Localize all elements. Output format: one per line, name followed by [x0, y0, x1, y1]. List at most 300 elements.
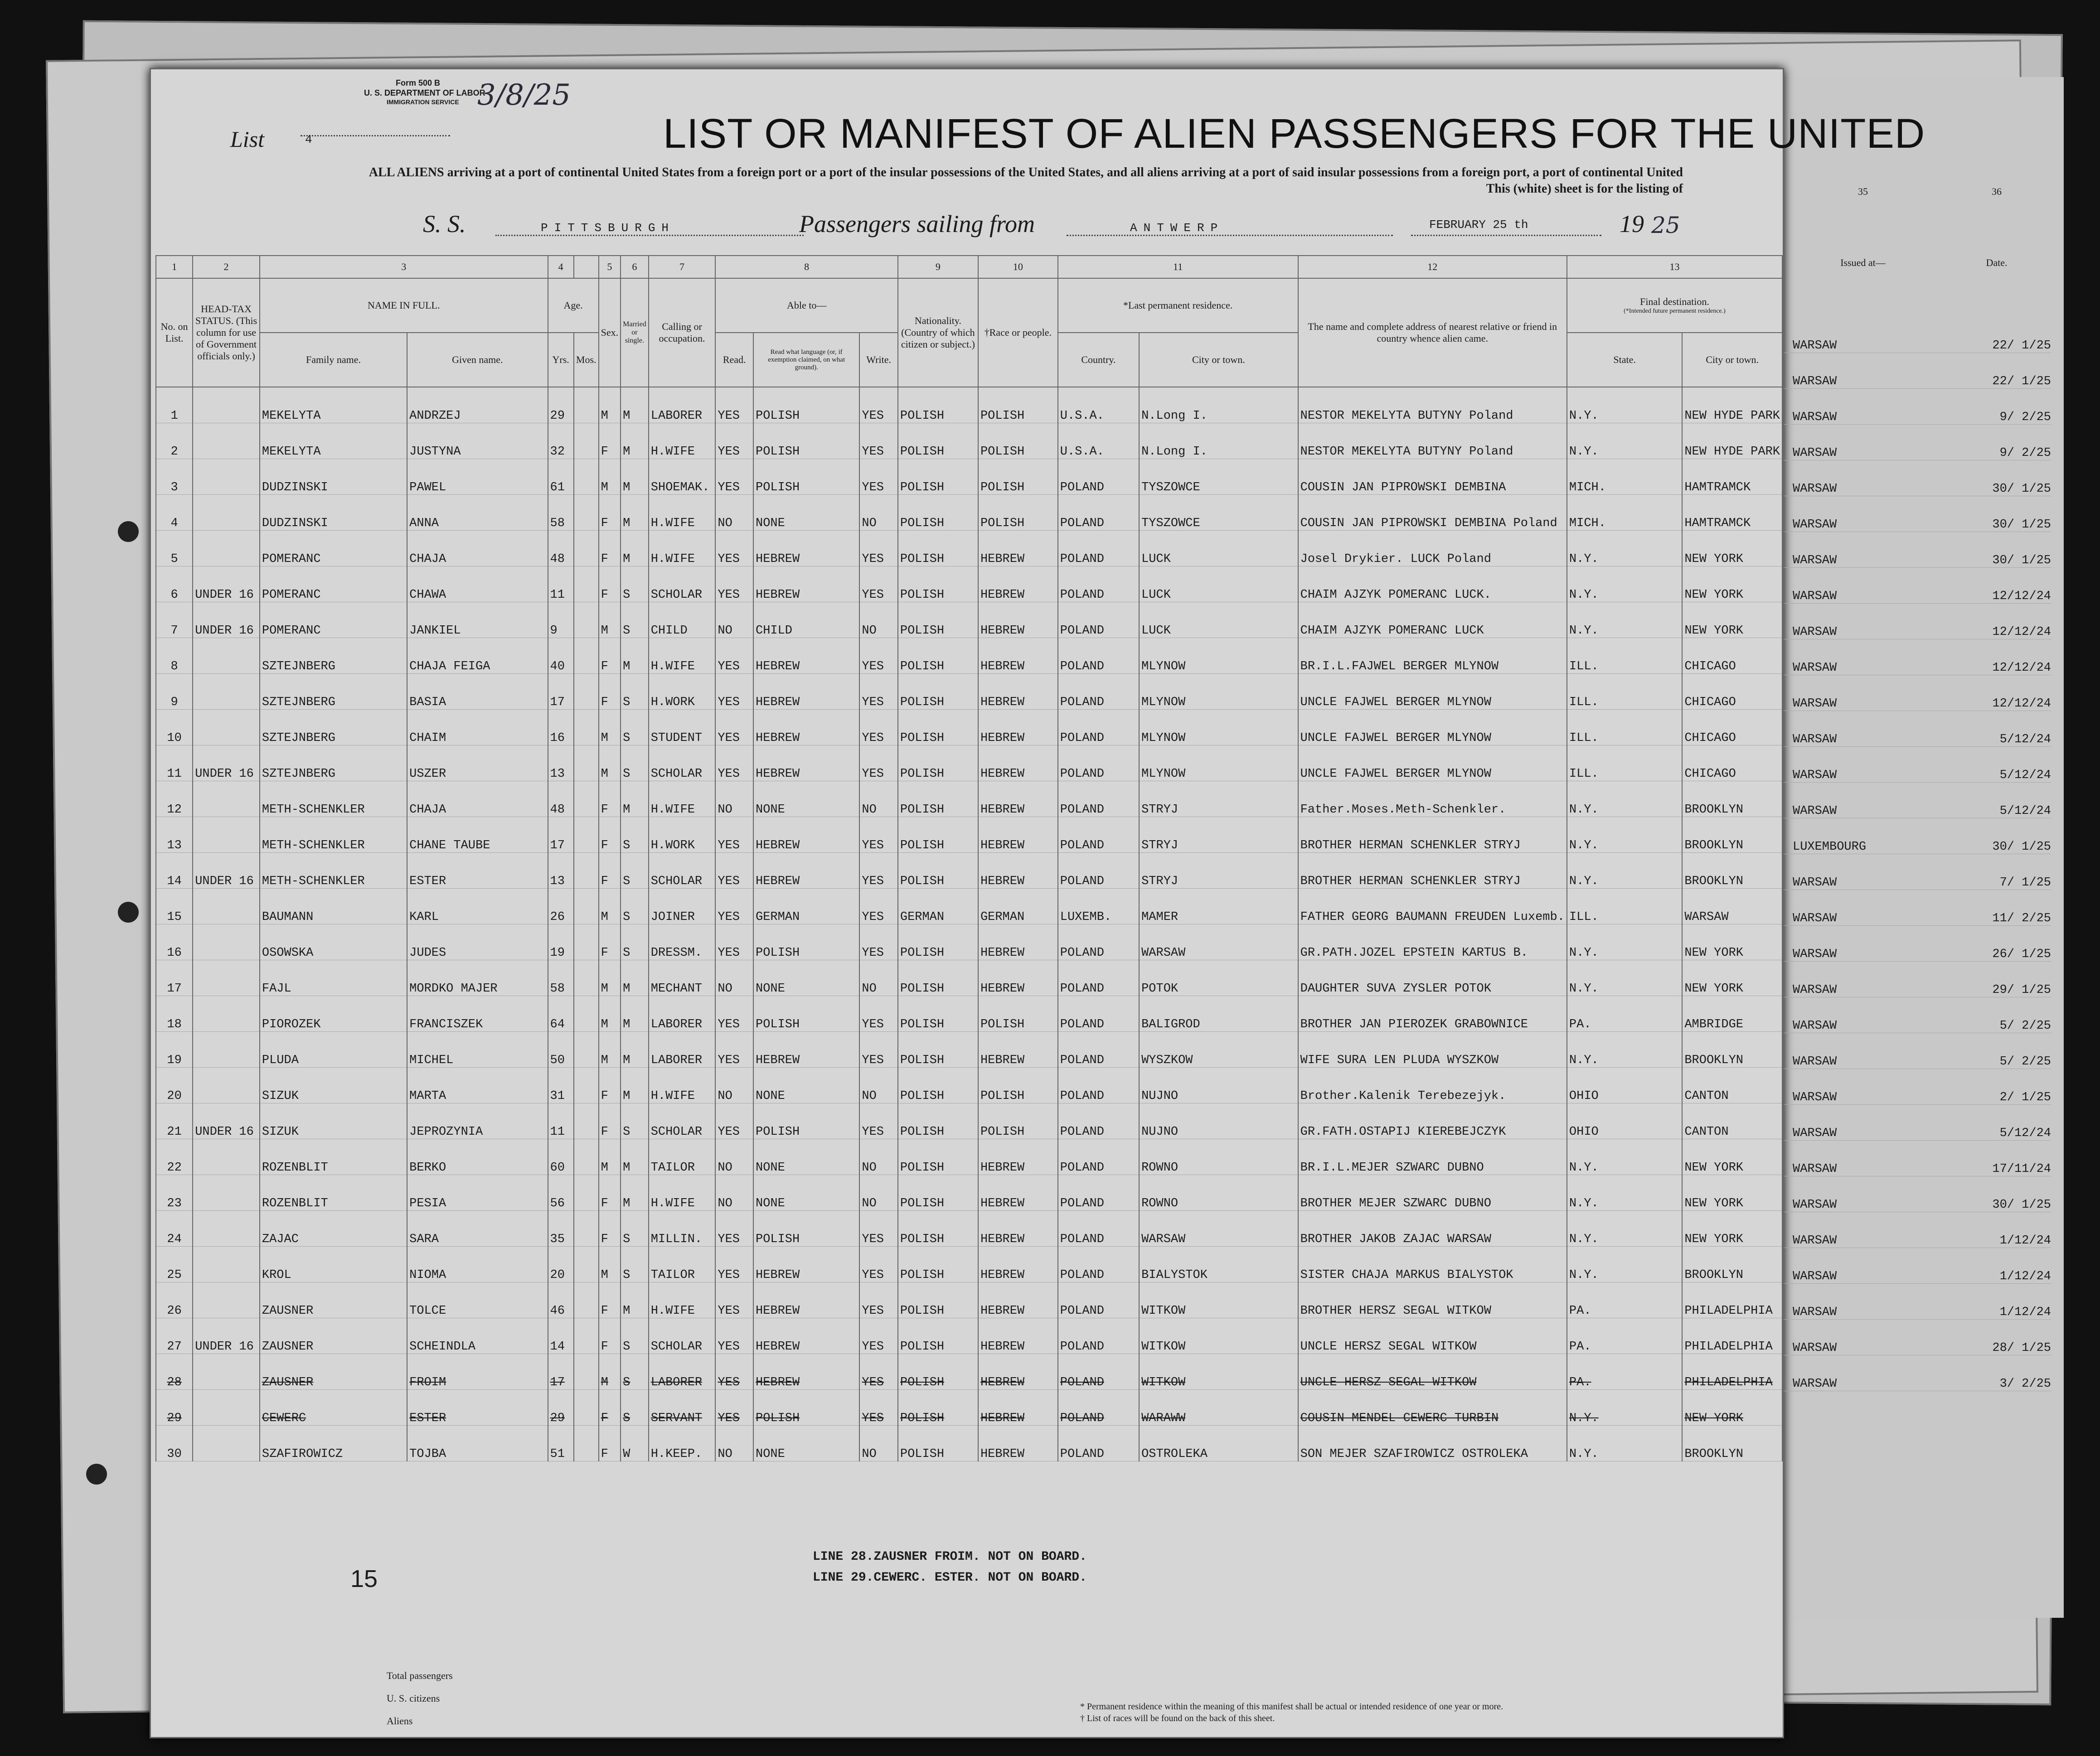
occupation: H.WIFE [649, 423, 716, 459]
issued-date: 1/12/24 [1999, 1270, 2051, 1283]
residence-country: POLAND [1058, 1068, 1139, 1103]
punch-hole [118, 521, 139, 542]
nearest-relative: COUSIN JAN PIPROWSKI DEMBINA [1298, 459, 1567, 495]
destination-city: NEW YORK [1682, 566, 1782, 602]
col-num-36: 36 [1992, 186, 2002, 197]
given-name: NIOMA [407, 1247, 548, 1282]
table-row [156, 1139, 1782, 1175]
can-write: YES [859, 924, 897, 960]
destination-city: HAMTRAMCK [1682, 459, 1782, 495]
can-write: YES [859, 531, 897, 566]
col-race: †Race or people. [978, 278, 1058, 387]
destination-city: NEW HYDE PARK [1682, 423, 1782, 459]
given-name: CHAJA FEIGA [407, 638, 548, 674]
sex: F [599, 1175, 621, 1211]
can-write: YES [859, 423, 897, 459]
can-read: YES [715, 423, 753, 459]
race: HEBREW [978, 745, 1058, 781]
issued-place: WARSAW [1793, 912, 1837, 925]
race: HEBREW [978, 1211, 1058, 1247]
age-months [574, 566, 599, 602]
can-write: YES [859, 566, 897, 602]
nationality: POLISH [898, 1354, 978, 1390]
col-yrs: Yrs. [548, 333, 574, 387]
can-read: YES [715, 1032, 753, 1068]
issued-row [1784, 1141, 2051, 1176]
residence-country: POLAND [1058, 1426, 1139, 1461]
age-months [574, 1139, 599, 1175]
table-row [156, 1318, 1782, 1354]
sex: M [599, 960, 621, 996]
row-number: 26 [156, 1282, 193, 1318]
can-write: YES [859, 996, 897, 1032]
table-row [156, 1103, 1782, 1139]
age-months [574, 1318, 599, 1354]
race: HEBREW [978, 960, 1058, 996]
family-name: METH-SCHENKLER [260, 853, 407, 889]
destination-city: NEW YORK [1682, 1139, 1782, 1175]
head-tax-status [193, 1247, 260, 1282]
read-language: POLISH [753, 387, 859, 423]
family-name: SZAFIROWICZ [260, 1426, 407, 1461]
table-row [156, 1282, 1782, 1318]
issued-date: 9/ 2/25 [1999, 446, 2051, 460]
can-write: NO [859, 1426, 897, 1461]
col-num-35: 35 [1858, 186, 1868, 197]
can-read: NO [715, 1139, 753, 1175]
can-read: YES [715, 889, 753, 924]
can-write: YES [859, 1032, 897, 1068]
ship-line [495, 235, 804, 236]
col-age: Age. [548, 278, 599, 333]
sex: F [599, 423, 621, 459]
residence-country: POLAND [1058, 710, 1139, 745]
table-row [156, 853, 1782, 889]
issued-row [1784, 532, 2051, 568]
race: HEBREW [978, 781, 1058, 817]
can-read: NO [715, 602, 753, 638]
head-tax-status [193, 889, 260, 924]
issued-row [1784, 926, 2051, 962]
family-name: MEKELYTA [260, 387, 407, 423]
given-name: KARL [407, 889, 548, 924]
row-number: 20 [156, 1068, 193, 1103]
issued-date: 30/ 1/25 [1992, 554, 2051, 567]
row-number: 6 [156, 566, 193, 602]
residence-city: STRYJ [1139, 853, 1298, 889]
occupation: H.KEEP. [649, 1426, 716, 1461]
row-number: 16 [156, 924, 193, 960]
family-name: SZTEJNBERG [260, 710, 407, 745]
nearest-relative: BR.I.L.MEJER SZWARC DUBNO [1298, 1139, 1567, 1175]
issued-date: 5/12/24 [1999, 1127, 2051, 1140]
residence-country: POLAND [1058, 781, 1139, 817]
given-name: JANKIEL [407, 602, 548, 638]
table-row [156, 924, 1782, 960]
issued-place: WARSAW [1793, 1162, 1837, 1176]
age-years: 50 [548, 1032, 574, 1068]
age-years: 16 [548, 710, 574, 745]
issued-place: WARSAW [1793, 1234, 1837, 1248]
occupation: H.WIFE [649, 1175, 716, 1211]
row-number: 1 [156, 387, 193, 423]
table-row [156, 387, 1782, 423]
read-language: NONE [753, 1139, 859, 1175]
head-tax-status [193, 1282, 260, 1318]
age-months [574, 781, 599, 817]
can-write: YES [859, 387, 897, 423]
issued-row [1784, 460, 2051, 496]
head-tax-status [193, 495, 260, 531]
nationality: POLISH [898, 1211, 978, 1247]
residence-city: ROWNO [1139, 1175, 1298, 1211]
residence-city: TYSZOWCE [1139, 495, 1298, 531]
nearest-relative: BROTHER JAN PIEROZEK GRABOWNICE [1298, 996, 1567, 1032]
head-tax-status [193, 1426, 260, 1461]
head-tax-status: UNDER 16 [193, 1103, 260, 1139]
age-years: 64 [548, 996, 574, 1032]
col-city: City or town. [1139, 333, 1298, 387]
destination-city: BROOKLYN [1682, 853, 1782, 889]
department: U. S. DEPARTMENT OF LABOR [364, 88, 485, 97]
nationality: POLISH [898, 459, 978, 495]
destination-state: N.Y. [1567, 1032, 1682, 1068]
given-name: JEPROZYNIA [407, 1103, 548, 1139]
read-language: HEBREW [753, 531, 859, 566]
can-read: NO [715, 960, 753, 996]
family-name: ZAJAC [260, 1211, 407, 1247]
head-tax-status: UNDER 16 [193, 745, 260, 781]
head-tax-status: UNDER 16 [193, 566, 260, 602]
read-language: NONE [753, 1068, 859, 1103]
given-name: CHAJA [407, 531, 548, 566]
head-tax-status [193, 459, 260, 495]
age-years: 11 [548, 566, 574, 602]
head-tax-status [193, 638, 260, 674]
issued-place: WARSAW [1793, 948, 1837, 961]
issued-date: 26/ 1/25 [1992, 948, 2051, 961]
race: HEBREW [978, 1032, 1058, 1068]
nearest-relative: Josel Drykier. LUCK Poland [1298, 531, 1567, 566]
table-row [156, 1068, 1782, 1103]
residence-city: MLYNOW [1139, 745, 1298, 781]
nationality: POLISH [898, 817, 978, 853]
occupation: CHILD [649, 602, 716, 638]
race: HEBREW [978, 531, 1058, 566]
age-months [574, 960, 599, 996]
issued-row [1784, 962, 2051, 997]
destination-state: ILL. [1567, 674, 1682, 710]
issued-place: WARSAW [1793, 1306, 1837, 1319]
nationality: POLISH [898, 1426, 978, 1461]
residence-city: LUCK [1139, 602, 1298, 638]
issued-place: WARSAW [1793, 1377, 1837, 1391]
col-num-11: 11 [1058, 256, 1298, 278]
can-write: YES [859, 1354, 897, 1390]
family-name: POMERANC [260, 566, 407, 602]
age-months [574, 495, 599, 531]
can-read: YES [715, 566, 753, 602]
marital-status: W [621, 1426, 649, 1461]
family-name: ZAUSNER [260, 1318, 407, 1354]
marital-status: S [621, 853, 649, 889]
note-line-29: LINE 29.CEWERC. ESTER. NOT ON BOARD. [813, 1571, 1087, 1585]
family-name: METH-SCHENKLER [260, 781, 407, 817]
row-number: 14 [156, 853, 193, 889]
head-tax-status [193, 1068, 260, 1103]
destination-state: ILL. [1567, 889, 1682, 924]
nearest-relative: CHAIM AJZYK POMERANC LUCK [1298, 602, 1567, 638]
destination-city: BROOKLYN [1682, 1032, 1782, 1068]
race: POLISH [978, 387, 1058, 423]
issued-place: WARSAW [1793, 697, 1837, 711]
can-read: YES [715, 817, 753, 853]
row-number: 27 [156, 1318, 193, 1354]
issued-place: WARSAW [1793, 1270, 1837, 1283]
nearest-relative: BROTHER JAKOB ZAJAC WARSAW [1298, 1211, 1567, 1247]
table-row [156, 1426, 1782, 1461]
issued-date: 5/12/24 [1999, 733, 2051, 746]
issued-row [1784, 675, 2051, 711]
given-name: TOLCE [407, 1282, 548, 1318]
read-language: NONE [753, 960, 859, 996]
age-years: 61 [548, 459, 574, 495]
head-tax-status [193, 1032, 260, 1068]
read-language: POLISH [753, 459, 859, 495]
col-country: Country. [1058, 333, 1139, 387]
race: HEBREW [978, 853, 1058, 889]
can-read: YES [715, 674, 753, 710]
table-row [156, 495, 1782, 531]
given-name: JUSTYNA [407, 423, 548, 459]
table-row [156, 1175, 1782, 1211]
race: HEBREW [978, 1247, 1058, 1282]
issued-date: 12/12/24 [1992, 661, 2051, 675]
occupation: H.WIFE [649, 1068, 716, 1103]
given-name: ANNA [407, 495, 548, 531]
marital-status: S [621, 602, 649, 638]
head-tax-status [193, 1175, 260, 1211]
issued-place: WARSAW [1793, 554, 1837, 567]
destination-city: AMBRIDGE [1682, 996, 1782, 1032]
can-write: YES [859, 1103, 897, 1139]
col-dest-city: City or town. [1682, 333, 1782, 387]
can-write: YES [859, 889, 897, 924]
given-name: ANDRZEJ [407, 387, 548, 423]
nationality: POLISH [898, 1068, 978, 1103]
head-tax-status [193, 924, 260, 960]
can-read: NO [715, 1175, 753, 1211]
nationality: POLISH [898, 1175, 978, 1211]
table-row [156, 1211, 1782, 1247]
table-row [156, 1390, 1782, 1426]
issued-date: 17/11/24 [1992, 1162, 2051, 1176]
nearest-relative: UNCLE HERSZ SEGAL WITKOW [1298, 1318, 1567, 1354]
race: HEBREW [978, 638, 1058, 674]
sex: F [599, 1390, 621, 1426]
table-row [156, 889, 1782, 924]
occupation: DRESSM. [649, 924, 716, 960]
destination-city: NEW YORK [1682, 602, 1782, 638]
marital-status: S [621, 710, 649, 745]
can-read: YES [715, 745, 753, 781]
issued-date: 30/ 1/25 [1992, 1198, 2051, 1212]
residence-city: WARSAW [1139, 1211, 1298, 1247]
col-no-on-list: No. on List. [156, 278, 193, 387]
col-num-3: 3 [260, 256, 548, 278]
marital-status: S [621, 1103, 649, 1139]
residence-country: POLAND [1058, 1175, 1139, 1211]
age-months [574, 387, 599, 423]
can-write: YES [859, 817, 897, 853]
table-row [156, 817, 1782, 853]
destination-city: NEW YORK [1682, 924, 1782, 960]
age-years: 11 [548, 1103, 574, 1139]
destination-state: N.Y. [1567, 960, 1682, 996]
destination-state: ILL. [1567, 710, 1682, 745]
issued-row [1784, 1284, 2051, 1320]
age-months [574, 889, 599, 924]
can-read: NO [715, 495, 753, 531]
issued-date: 7/ 1/25 [1999, 876, 2051, 890]
residence-country: POLAND [1058, 1318, 1139, 1354]
can-read: NO [715, 1426, 753, 1461]
occupation: LABORER [649, 1032, 716, 1068]
footnotes [1080, 1701, 1503, 1724]
occupation: STUDENT [649, 710, 716, 745]
race: POLISH [978, 495, 1058, 531]
given-name: CHAJA [407, 781, 548, 817]
page-number: 15 [350, 1565, 378, 1592]
col-num-7: 7 [649, 256, 716, 278]
issued-row [1784, 1105, 2051, 1141]
race: HEBREW [978, 817, 1058, 853]
issued-date: 5/ 2/25 [1999, 1019, 2051, 1033]
destination-state: N.Y. [1567, 781, 1682, 817]
read-language: POLISH [753, 996, 859, 1032]
race: HEBREW [978, 710, 1058, 745]
issued-place: WARSAW [1793, 1341, 1837, 1355]
nearest-relative: COUSIN MENDEL CEWERC TURBIN [1298, 1390, 1567, 1426]
age-years: 13 [548, 745, 574, 781]
race: HEBREW [978, 1282, 1058, 1318]
destination-state: N.Y. [1567, 566, 1682, 602]
family-name: POMERANC [260, 602, 407, 638]
read-language: POLISH [753, 1390, 859, 1426]
family-name: SIZUK [260, 1103, 407, 1139]
table-row [156, 674, 1782, 710]
race: HEBREW [978, 1354, 1058, 1390]
row-number: 8 [156, 638, 193, 674]
sex: M [599, 1354, 621, 1390]
residence-city: OSTROLEKA [1139, 1426, 1298, 1461]
sex: F [599, 495, 621, 531]
destination-city: BROOKLYN [1682, 1247, 1782, 1282]
nearest-relative: Father.Moses.Meth-Schenkler. [1298, 781, 1567, 817]
issued-row [1784, 711, 2051, 747]
nearest-relative: GR.FATH.OSTAPIJ KIEREBEJCZYK [1298, 1103, 1567, 1139]
destination-city: NEW YORK [1682, 1390, 1782, 1426]
residence-city: WITKOW [1139, 1318, 1298, 1354]
row-number: 3 [156, 459, 193, 495]
residence-country: POLAND [1058, 1354, 1139, 1390]
nationality: POLISH [898, 1103, 978, 1139]
occupation: SHOEMAK. [649, 459, 716, 495]
residence-country: POLAND [1058, 1247, 1139, 1282]
aliens-label: Aliens [387, 1715, 413, 1727]
can-write: NO [859, 1068, 897, 1103]
family-name: BAUMANN [260, 889, 407, 924]
residence-city: LUCK [1139, 566, 1298, 602]
issued-date: 30/ 1/25 [1992, 840, 2051, 854]
destination-city: CHICAGO [1682, 674, 1782, 710]
subtitle: ALL ALIENS arriving at a port of continental United States from a foreign port or a port of the insular possessions of the United States, and all aliens arriving at a port of said insular possessions from a foreign port, a port of continental United This (white) sheet is for the listing of [369, 165, 1683, 196]
marital-status: M [621, 1139, 649, 1175]
sex: F [599, 1426, 621, 1461]
nearest-relative: Brother.Kalenik Terebezejyk. [1298, 1068, 1567, 1103]
head-tax-status [193, 1211, 260, 1247]
read-language: CHILD [753, 602, 859, 638]
given-name: MARTA [407, 1068, 548, 1103]
residence-country: POLAND [1058, 924, 1139, 960]
race: POLISH [978, 1103, 1058, 1139]
col-nationality: Nationality. (Country of which citizen or subject.) [898, 278, 978, 387]
marital-status: M [621, 459, 649, 495]
read-language: POLISH [753, 1103, 859, 1139]
table-row [156, 996, 1782, 1032]
race: POLISH [978, 423, 1058, 459]
not-on-board-notes [813, 1547, 1087, 1588]
issued-date: 12/12/24 [1992, 697, 2051, 711]
occupation: SCHOLAR [649, 745, 716, 781]
marital-status: M [621, 960, 649, 996]
nearest-relative: UNCLE FAJWEL BERGER MLYNOW [1298, 745, 1567, 781]
destination-state: PA. [1567, 996, 1682, 1032]
form-number: Form 500 B [396, 78, 441, 87]
destination-state: MICH. [1567, 459, 1682, 495]
table-row [156, 745, 1782, 781]
row-number: 22 [156, 1139, 193, 1175]
sex: F [599, 638, 621, 674]
destination-city: PHILADELPHIA [1682, 1354, 1782, 1390]
can-read: YES [715, 459, 753, 495]
adjacent-columns [1784, 186, 2051, 1391]
destination-state: ILL. [1567, 638, 1682, 674]
occupation: JOINER [649, 889, 716, 924]
issued-place: WARSAW [1793, 339, 1837, 353]
can-read: YES [715, 1390, 753, 1426]
row-number: 21 [156, 1103, 193, 1139]
destination-state: N.Y. [1567, 817, 1682, 853]
age-months [574, 602, 599, 638]
nationality: POLISH [898, 853, 978, 889]
given-name: TOJBA [407, 1426, 548, 1461]
given-name: FRANCISZEK [407, 996, 548, 1032]
residence-city: N.Long I. [1139, 387, 1298, 423]
marital-status: S [621, 1354, 649, 1390]
head-tax-status [193, 674, 260, 710]
can-write: YES [859, 1282, 897, 1318]
residence-country: POLAND [1058, 1139, 1139, 1175]
age-years: 17 [548, 674, 574, 710]
total-passengers-label: Total passengers [387, 1670, 453, 1681]
residence-country: POLAND [1058, 1390, 1139, 1426]
marital-status: M [621, 423, 649, 459]
issued-date: 5/12/24 [1999, 804, 2051, 818]
age-years: 40 [548, 638, 574, 674]
destination-city: CHICAGO [1682, 745, 1782, 781]
nationality: POLISH [898, 531, 978, 566]
